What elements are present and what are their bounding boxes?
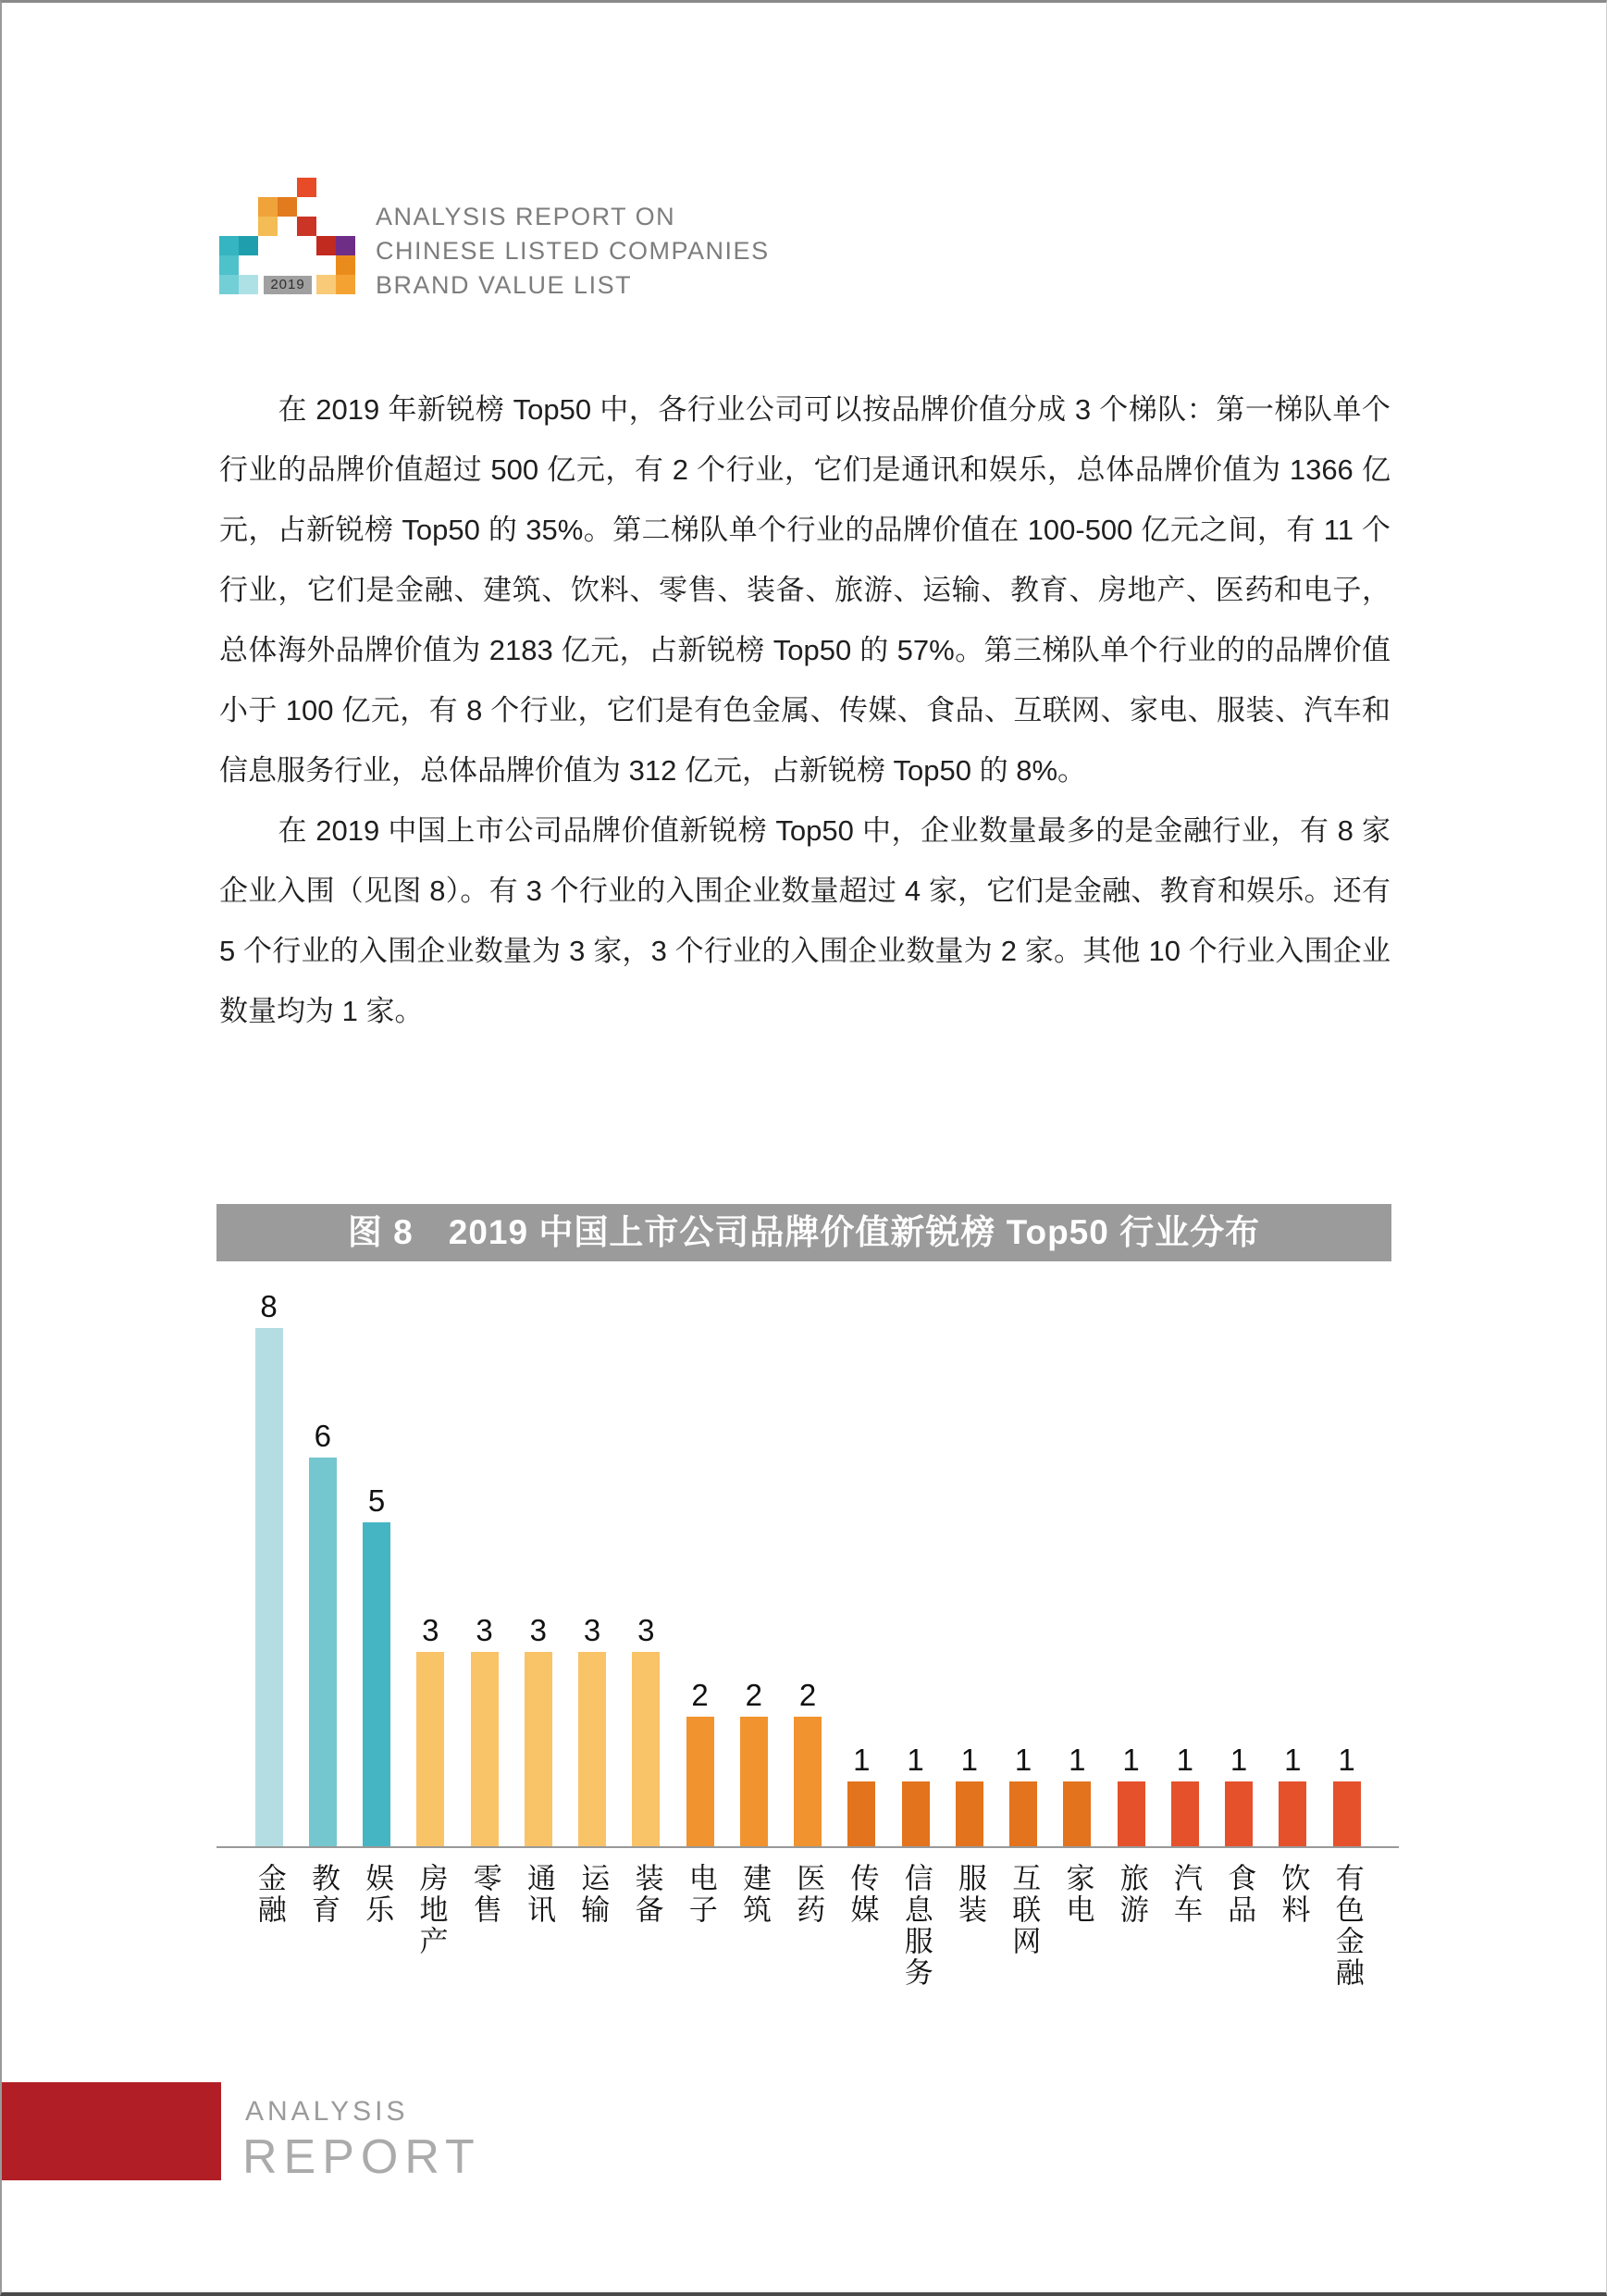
bar (416, 1652, 444, 1846)
category-slot (1158, 1863, 1211, 1989)
bar-value-label: 1 (1284, 1743, 1302, 1777)
bar-value-label: 1 (1069, 1743, 1086, 1777)
bar-chart (216, 1272, 1399, 1989)
category-label: 旅游 (1115, 1863, 1148, 1926)
bar-column (404, 1615, 457, 1846)
bar-value-label: 3 (529, 1613, 547, 1647)
bar-column (782, 1680, 834, 1846)
category-slot (1105, 1863, 1157, 1989)
bar (471, 1652, 499, 1846)
category-slot (404, 1863, 457, 1989)
category-slot (296, 1863, 349, 1989)
bar-column (296, 1421, 349, 1846)
logo-cell (258, 197, 278, 217)
category-label: 运输 (576, 1863, 610, 1926)
category-label: 有色金融 (1330, 1863, 1364, 1989)
category-label: 食品 (1223, 1863, 1256, 1926)
logo-cell (278, 197, 297, 217)
logo-cell (316, 236, 336, 255)
category-label: 互联网 (1007, 1863, 1041, 1957)
bar-column (566, 1615, 619, 1846)
category-slot (782, 1863, 834, 1989)
bar-value-label: 2 (798, 1678, 817, 1712)
bar (1225, 1781, 1253, 1846)
bar-column (889, 1744, 942, 1846)
bar-chart-plot-area (216, 1272, 1399, 1848)
category-label: 服装 (954, 1863, 987, 1926)
category-slot (943, 1863, 995, 1989)
bar (578, 1652, 606, 1846)
bar-value-label: 3 (637, 1613, 655, 1647)
bar-value-label: 8 (260, 1289, 278, 1323)
bar-column (458, 1615, 511, 1846)
bar-column (1158, 1744, 1211, 1846)
category-slot (674, 1863, 726, 1989)
category-slot (620, 1863, 673, 1989)
category-label: 娱乐 (361, 1863, 394, 1926)
bar (1063, 1781, 1091, 1846)
category-slot (727, 1863, 780, 1989)
bar-value-label: 1 (853, 1743, 871, 1777)
bar (309, 1458, 337, 1846)
logo-cell (258, 217, 278, 236)
category-label: 医药 (792, 1863, 825, 1926)
bar-column (1105, 1744, 1157, 1846)
logo-cell (239, 275, 258, 294)
bar-column (351, 1485, 403, 1846)
bar-value-label: 3 (583, 1613, 601, 1647)
footer-analysis-label: ANALYSIS (245, 2096, 409, 2127)
category-label: 信息服务 (899, 1863, 933, 1989)
bar-value-label: 6 (314, 1419, 331, 1453)
bar (740, 1717, 768, 1846)
category-label: 饮料 (1277, 1863, 1310, 1926)
bar-column (943, 1744, 995, 1846)
category-slot (1267, 1863, 1319, 1989)
bar (686, 1717, 714, 1846)
bar (902, 1781, 930, 1846)
bar-column (674, 1680, 726, 1846)
bar-column (727, 1680, 780, 1846)
paragraph-2: 在 2019 中国上市公司品牌价值新锐榜 Top50 中，企业数量最多的是金融行业，有 8 家企业入围（见图 8）。有 3 个行业的入围企业数量超过 4 家，它们是金融、教育和娱乐。还有 5 个行业的入围企业数量为 3 家，3 个行业的入围企业数量为 2 家。其他 10 个行业入围企业数量均为 1 家。 (219, 814, 1391, 1027)
figure-title-bar: 图 8 2019 中国上市公司品牌价值新锐榜 Top50 行业分布 (216, 1204, 1391, 1261)
bar-value-label: 1 (1230, 1743, 1248, 1777)
category-label: 教育 (307, 1863, 340, 1926)
bar-value-label: 1 (907, 1743, 924, 1777)
bar-value-label: 3 (476, 1613, 493, 1647)
bar (255, 1328, 283, 1846)
category-slot (889, 1863, 942, 1989)
logo-cell (297, 178, 316, 197)
logo-cell (239, 236, 258, 255)
bar-column (620, 1615, 673, 1846)
bar-chart-category-axis (216, 1863, 1399, 1989)
footer-report-label: REPORT (242, 2130, 481, 2184)
bar-column (1267, 1744, 1319, 1846)
bar (794, 1717, 822, 1846)
bar-column (997, 1744, 1050, 1846)
bar-column (1320, 1744, 1373, 1846)
bar-column (835, 1744, 888, 1846)
bar-value-label: 1 (960, 1743, 978, 1777)
category-slot (835, 1863, 888, 1989)
bar-column (1213, 1744, 1266, 1846)
bar (363, 1522, 390, 1846)
bar-value-label: 1 (1338, 1743, 1355, 1777)
bar-value-label: 5 (367, 1483, 386, 1518)
bar-column (512, 1615, 564, 1846)
category-label: 通讯 (523, 1863, 556, 1926)
category-label: 电子 (684, 1863, 717, 1926)
category-label: 建筑 (738, 1863, 772, 1926)
bar (1009, 1781, 1037, 1846)
bar (1118, 1781, 1145, 1846)
bar (847, 1781, 875, 1846)
logo-cell (219, 255, 239, 275)
logo-cell (297, 217, 316, 236)
category-slot (1051, 1863, 1104, 1989)
logo-cell (336, 255, 355, 275)
logo-cell (219, 236, 239, 255)
category-slot (566, 1863, 619, 1989)
footer-accent-block (2, 2082, 221, 2180)
bar (525, 1652, 552, 1846)
bar (1333, 1781, 1361, 1846)
logo-year-badge: 2019 (264, 276, 312, 294)
bar-value-label: 3 (422, 1613, 439, 1647)
category-label: 房地产 (414, 1863, 448, 1957)
logo-cell (316, 275, 336, 294)
category-slot (1320, 1863, 1373, 1989)
category-slot (242, 1863, 295, 1989)
category-label: 零售 (468, 1863, 501, 1926)
logo-title-line: BRAND VALUE LIST (376, 271, 633, 299)
body-text (219, 379, 1391, 1041)
bar-value-label: 1 (1014, 1743, 1032, 1777)
bar (956, 1781, 983, 1846)
logo-cell (219, 275, 239, 294)
logo-cell (336, 236, 355, 255)
bar (1279, 1781, 1306, 1846)
category-slot (997, 1863, 1050, 1989)
category-slot (1213, 1863, 1266, 1989)
logo-cell (336, 275, 355, 294)
category-label: 传媒 (846, 1863, 879, 1926)
bar (632, 1652, 660, 1846)
bar-value-label: 2 (745, 1678, 762, 1712)
bar (1171, 1781, 1199, 1846)
category-label: 家电 (1061, 1863, 1094, 1926)
category-label: 汽车 (1169, 1863, 1203, 1926)
category-slot (351, 1863, 403, 1989)
bar-value-label: 1 (1176, 1743, 1193, 1777)
logo-title-line: ANALYSIS REPORT ON (376, 203, 676, 230)
category-slot (458, 1863, 511, 1989)
paragraph-1: 在 2019 年新锐榜 Top50 中，各行业公司可以按品牌价值分成 3 个梯队：第一梯队单个行业的品牌价值超过 500 亿元，有 2 个行业，它们是通讯和娱乐，总体品牌价值为 1366 亿元，占新锐榜 Top50 的 35%。第二梯队单个行业的品牌价值在 100-500 亿元之间，有 11 个行业，它们是金融、建筑、饮料、零售、装备、旅游、运输、教育、房地产、医药和电子，总体海外品牌价值为 2183 亿元，占新锐榜 Top50 的 57%。第三梯队单个行业的的品牌价值小于 100 亿元，有 8 个行业，它们是有色金属、传媒、食品、互联网、家电、服装、汽车和信息服务行业，总体品牌价值为 312 亿元，占新锐榜 Top50 的 8%。 (219, 393, 1391, 787)
brand-logo-mosaic-icon (219, 178, 355, 294)
logo-title-line: CHINESE LISTED COMPANIES (376, 237, 770, 265)
bar-value-label: 1 (1122, 1743, 1140, 1777)
bar-column (1051, 1744, 1104, 1846)
category-label: 金融 (253, 1863, 286, 1926)
logo-title (376, 200, 770, 303)
bar-value-label: 2 (691, 1678, 709, 1712)
bar-column (242, 1291, 295, 1846)
category-label: 装备 (630, 1863, 663, 1926)
category-slot (512, 1863, 564, 1989)
